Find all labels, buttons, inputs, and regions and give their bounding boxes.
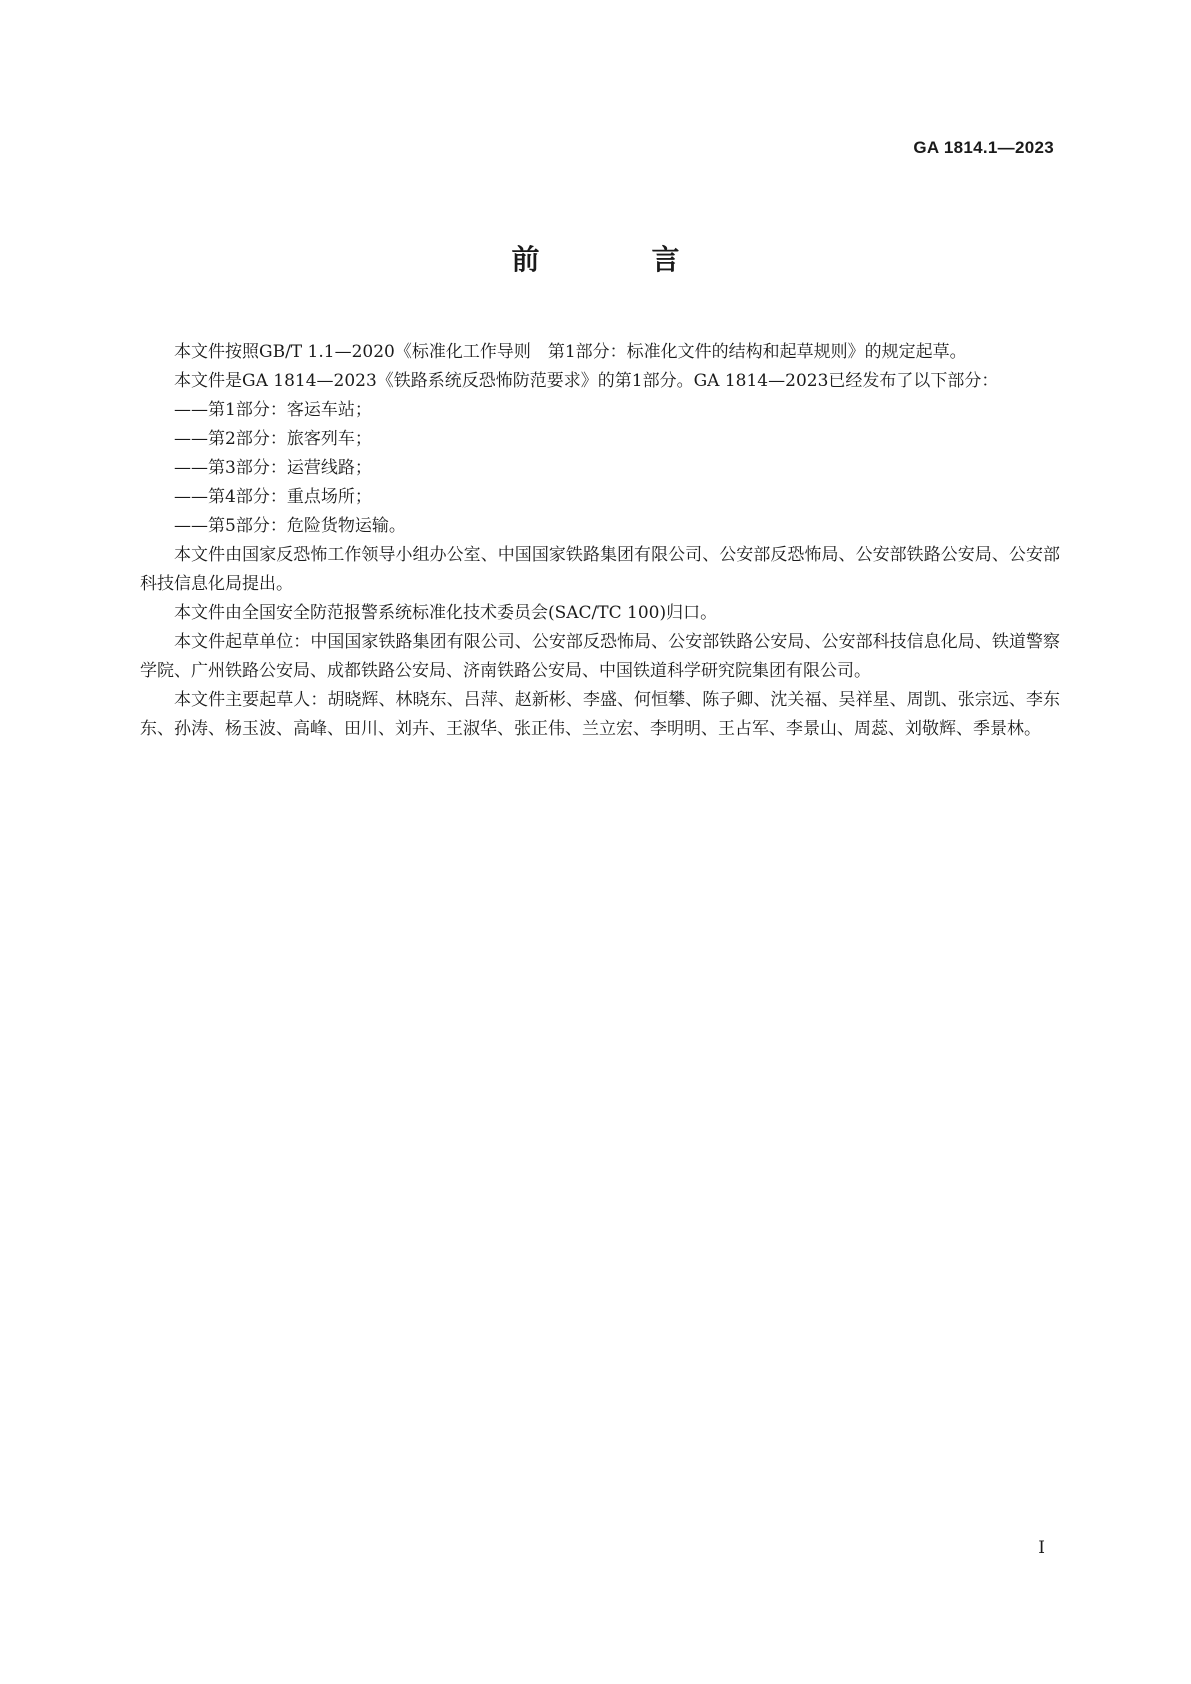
paragraph-drafters: 本文件主要起草人：胡晓辉、林晓东、吕萍、赵新彬、李盛、何恒攀、陈子卿、沈关福、吴祥星、周凯、张宗远、李东东、孙涛、杨玉波、高峰、田川、刘卉、王淑华、张正伟、兰立宏、李明明、王占军、李景山、周蕊、刘敬辉、季景林。 xyxy=(140,690,1060,739)
page-title: 前 言 xyxy=(511,243,722,276)
paragraph-series-intro: 本文件是GA 1814—2023《铁路系统反恐怖防范要求》的第1部分。GA 1814—2023已经发布了以下部分： xyxy=(174,371,999,391)
paragraph-drafting-basis: 本文件按照GB/T 1.1—2020《标准化工作导则 第1部分：标准化文件的结构和起草规则》的规定起草。 xyxy=(174,342,967,362)
paragraph-proposers: 本文件由国家反恐怖工作领导小组办公室、中国国家铁路集团有限公司、公安部反恐怖局、公安部铁路公安局、公安部科技信息化局提出。 xyxy=(140,545,1060,594)
paragraph-committee: 本文件由全国安全防范报警系统标准化技术委员会(SAC/TC 100)归口。 xyxy=(174,603,718,623)
list-item-part-3: ——第3部分：运营线路； xyxy=(174,458,372,478)
list-item-part-2: ——第2部分：旅客列车； xyxy=(174,429,372,449)
list-item-part-4: ——第4部分：重点场所； xyxy=(174,487,372,507)
document-code: GA 1814.1—2023 xyxy=(913,138,1054,157)
list-item-part-1: ——第1部分：客运车站； xyxy=(174,400,372,420)
page-number: I xyxy=(1038,1538,1045,1558)
foreword-body xyxy=(140,338,1060,744)
paragraph-drafting-units: 本文件起草单位：中国国家铁路集团有限公司、公安部反恐怖局、公安部铁路公安局、公安部科技信息化局、铁道警察学院、广州铁路公安局、成都铁路公安局、济南铁路公安局、中国铁道科学研究院集团有限公司。 xyxy=(140,632,1060,681)
list-item-part-5: ——第5部分：危险货物运输。 xyxy=(174,516,406,536)
